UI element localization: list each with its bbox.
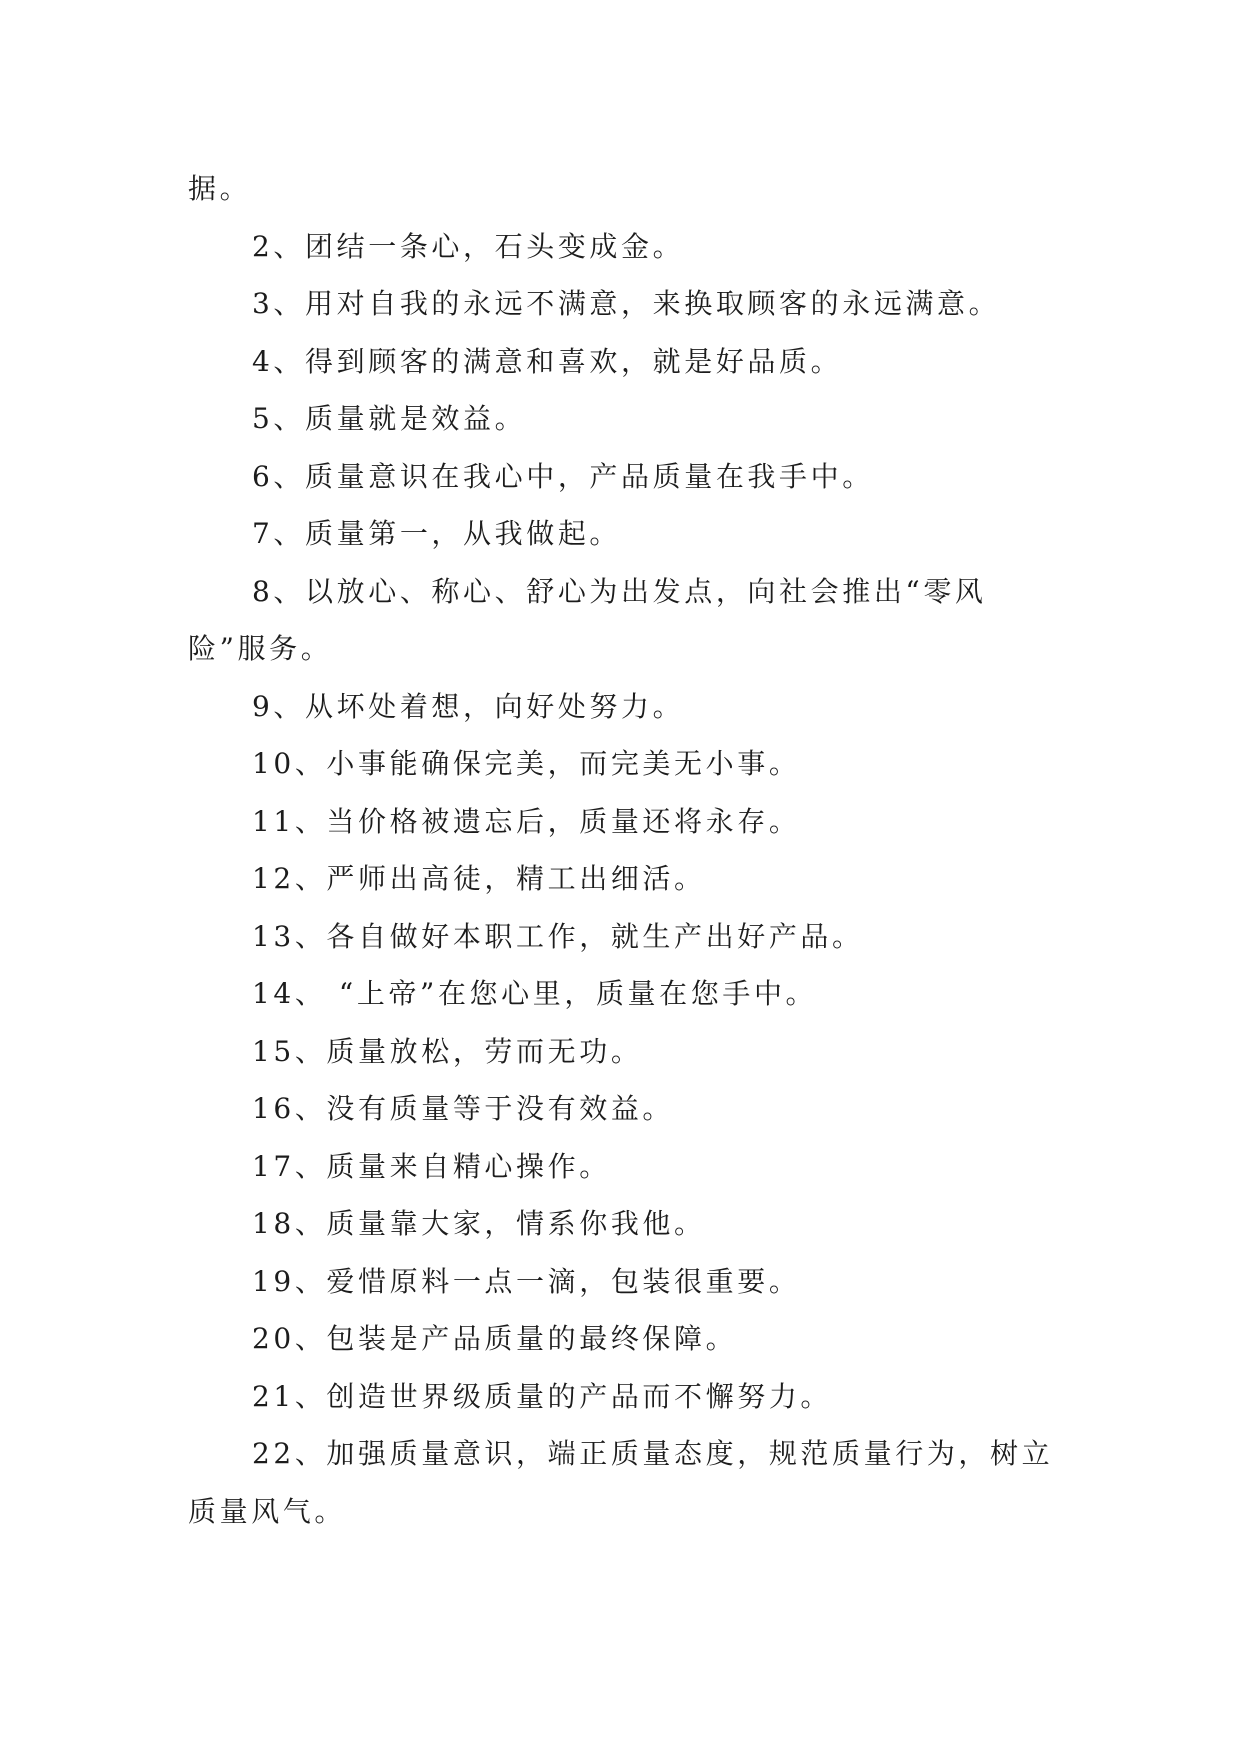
slogan-item-17: 17、质量来自精心操作。	[252, 1149, 611, 1183]
slogan-item-3: 3、用对自我的永远不满意，来换取顾客的永远满意。	[252, 287, 1001, 320]
slogan-item-14: 14、 “上帝”在您心里，质量在您手中。	[252, 977, 818, 1010]
slogan-item-15: 15、质量放松，劳而无功。	[252, 1034, 643, 1068]
slogan-item-10: 10、小事能确保完美，而完美无小事。	[252, 747, 801, 780]
slogan-item-9: 9、从坏处着想，向好处努力。	[252, 689, 685, 723]
slogan-item-20: 20、包装是产品质量的最终保障。	[252, 1322, 738, 1355]
slogan-item-6: 6、质量意识在我心中，产品质量在我手中。	[252, 459, 874, 493]
paragraph-continuation: 据。	[188, 172, 252, 205]
slogan-item-21: 21、创造世界级质量的产品而不懈努力。	[252, 1379, 833, 1413]
slogan-item-16: 16、没有质量等于没有效益。	[252, 1092, 675, 1125]
document-body	[188, 160, 1058, 1540]
slogan-item-19: 19、爱惜原料一点一滴，包装很重要。	[252, 1264, 801, 1298]
slogan-item-4: 4、得到顾客的满意和喜欢，就是好品质。	[252, 344, 843, 378]
slogan-item-13: 13、各自做好本职工作，就生产出好产品。	[252, 919, 864, 953]
slogan-item-22: 22、加强质量意识，端正质量态度，规范质量行为，树立质量风气。	[188, 1437, 1054, 1528]
slogan-item-8: 8、以放心、称心、舒心为出发点，向社会推出“零风险”服务。	[188, 574, 987, 665]
slogan-item-5: 5、质量就是效益。	[252, 402, 527, 435]
slogan-item-7: 7、质量第一，从我做起。	[252, 517, 622, 550]
slogan-item-2: 2、团结一条心，石头变成金。	[252, 229, 685, 263]
slogan-item-12: 12、严师出高徒，精工出细活。	[252, 862, 706, 895]
slogan-item-11: 11、当价格被遗忘后，质量还将永存。	[252, 804, 801, 838]
slogan-item-18: 18、质量靠大家，情系你我他。	[252, 1207, 706, 1240]
